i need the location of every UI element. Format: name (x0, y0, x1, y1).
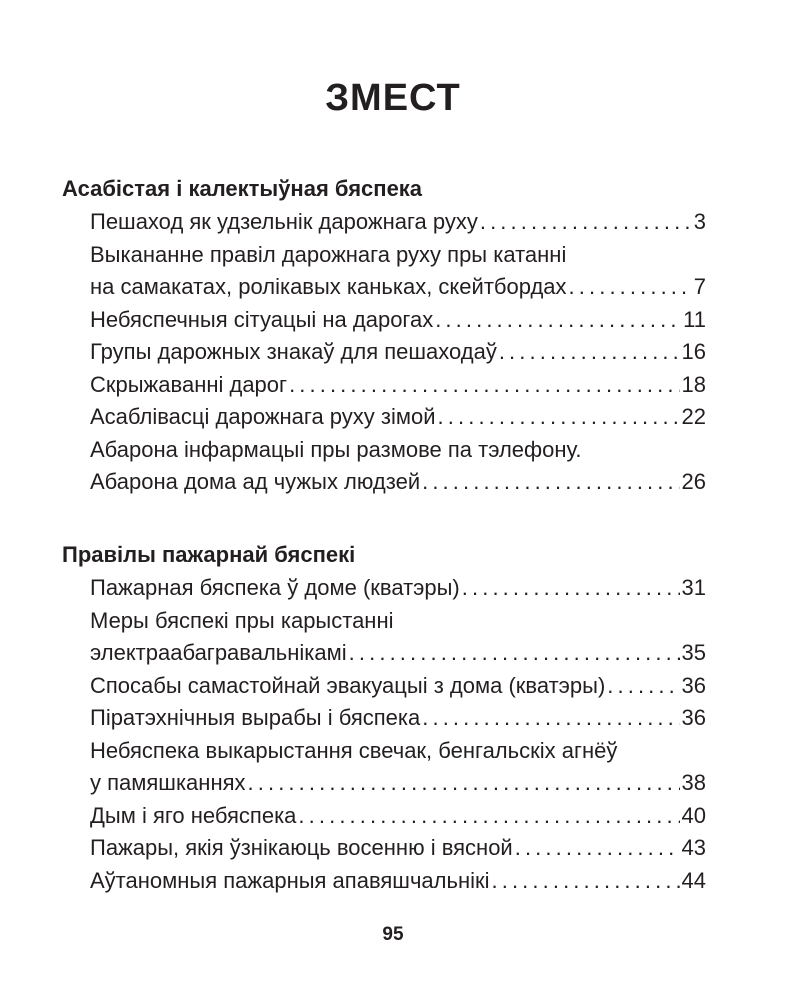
toc-entry-title: Аўтаномныя пажарныя апавяшчальнікі (90, 867, 490, 893)
toc-entry-page: 35 (681, 640, 706, 665)
section-heading: Асабістая і калектыўная бяспека (62, 176, 423, 201)
toc-entry[interactable] (90, 206, 706, 239)
toc-entry-lines (90, 336, 706, 369)
toc-entry-title: Піратэхнічныя вырабы і бяспека (90, 705, 421, 730)
toc-entry-last-line (90, 304, 706, 337)
toc-entry-last-line (90, 206, 706, 239)
toc-entry[interactable] (90, 434, 706, 499)
toc-entry-last-line (90, 401, 706, 434)
toc-entry[interactable] (90, 702, 706, 735)
dot-leader (492, 865, 680, 898)
dot-leader (289, 369, 679, 402)
section-heading: Правілы пажарнай бяспекі (62, 542, 356, 567)
toc-entry-title: Небяспечныя сітуацыі на дарогах (90, 306, 434, 332)
toc-entry-last-line (90, 637, 706, 670)
toc-entry[interactable] (90, 304, 706, 337)
dot-leader (499, 336, 680, 369)
toc-entry-page: 3 (693, 209, 706, 234)
toc-entries (62, 572, 706, 897)
toc-entry-lines (90, 832, 706, 865)
page-title: ЗМЕСТ (325, 77, 461, 120)
toc-entry[interactable] (90, 401, 706, 434)
dot-leader (349, 637, 680, 670)
toc-entry-last-line (90, 271, 706, 304)
toc-entry-lines (90, 401, 706, 434)
toc-entry[interactable] (90, 832, 706, 865)
toc-entry-last-line (90, 336, 706, 369)
toc-section (62, 172, 706, 499)
toc-entry-title-line: Абарона інфармацыі пры размове па тэлефону. (90, 436, 582, 462)
toc-entry-page: 31 (681, 575, 706, 600)
toc-entry-last-line (90, 670, 706, 703)
toc-entry-title: Асаблівасці дарожнага руху зімой (90, 404, 436, 429)
toc-entry-lines (90, 670, 706, 703)
toc-entry-page: 40 (681, 802, 706, 828)
toc-entry[interactable] (90, 670, 706, 703)
toc-entry-page: 44 (681, 867, 706, 893)
toc-entry-last-line (90, 832, 706, 865)
toc-entry-lines (90, 434, 706, 499)
toc-entry[interactable] (90, 605, 706, 670)
dot-leader (607, 670, 679, 703)
toc-entry-page: 7 (693, 274, 706, 299)
toc-entry-last-line (90, 369, 706, 402)
toc-entry-title: Групы дарожных знакаў для пешаходаў (90, 339, 497, 364)
toc-entries (62, 206, 706, 499)
toc-entry-title: Пешаход як удзельнік дарожнага руху (90, 209, 478, 234)
toc-entry-last-line (90, 865, 706, 898)
toc-entry-page: 11 (683, 306, 706, 332)
toc-entry-title: Скрыжаванні дарог (90, 371, 288, 397)
toc-entry-lines (90, 702, 706, 735)
dot-leader (569, 271, 692, 304)
dot-leader (298, 800, 679, 833)
dot-leader (462, 572, 680, 605)
toc-entry-lines (90, 369, 706, 402)
toc-entry-lines (90, 572, 706, 605)
toc-entry-lines (90, 304, 706, 337)
toc-entry-last-line (90, 702, 706, 735)
dot-leader (422, 466, 679, 499)
toc-entry-page: 36 (681, 705, 706, 730)
toc-entry-lines (90, 605, 706, 670)
toc-entry[interactable] (90, 369, 706, 402)
toc-entry[interactable] (90, 572, 706, 605)
page-number: 95 (382, 924, 404, 945)
toc-entry-title: у памяшканнях (90, 770, 246, 795)
dot-leader (435, 304, 681, 337)
toc-entry-title: Спосабы самастойнай эвакуацыі з дома (кватэры) (90, 672, 606, 698)
toc-entry-page: 18 (681, 371, 706, 397)
toc-entry[interactable] (90, 800, 706, 833)
toc-entry-page: 22 (681, 404, 706, 429)
toc-entry[interactable] (90, 336, 706, 369)
dot-leader (248, 767, 680, 800)
toc-entry-title: электраабагравальнікамі (90, 640, 347, 665)
toc-entry[interactable] (90, 735, 706, 800)
toc-entry-title: Абарона дома ад чужых людзей (90, 469, 421, 494)
toc-entry-page: 26 (681, 469, 706, 494)
toc-entry-title: Пажары, якія ўзнікаюць восенню і вясной (90, 835, 513, 860)
toc-entry-last-line (90, 800, 706, 833)
toc-entry-title: Пажарная бяспека ў доме (кватэры) (90, 575, 460, 600)
dot-leader (480, 206, 692, 239)
toc-entry-lines (90, 865, 706, 898)
toc-entry-last-line (90, 572, 706, 605)
toc-section (62, 538, 706, 897)
toc-entry-title-line: Небяспека выкарыстання свечак, бенгальскіх агнёў (90, 737, 618, 763)
toc-entry-lines (90, 206, 706, 239)
toc-entry[interactable] (90, 865, 706, 898)
toc-entry-last-line (90, 767, 706, 800)
toc-entry-title: на самакатах, ролікавых каньках, скейтбордах (90, 274, 567, 299)
dot-leader (515, 832, 680, 865)
toc-entry-page: 16 (681, 339, 706, 364)
toc-entry-title: Дым і яго небяспека (90, 802, 297, 828)
toc-entry-page: 38 (681, 770, 706, 795)
dot-leader (422, 702, 679, 735)
toc-entry-title-line: Меры бяспекі пры карыстанні (90, 607, 394, 633)
toc-entry-lines (90, 735, 706, 800)
dot-leader (438, 401, 680, 434)
toc-entry-title-line: Выкананне правіл дарожнага руху пры катанні (90, 241, 567, 267)
toc-entry-lines (90, 800, 706, 833)
toc-entry-last-line (90, 466, 706, 499)
toc-entry-page: 43 (681, 835, 706, 860)
toc-entry-lines (90, 239, 706, 304)
toc-entry[interactable] (90, 239, 706, 304)
toc-entry-page: 36 (681, 672, 706, 698)
